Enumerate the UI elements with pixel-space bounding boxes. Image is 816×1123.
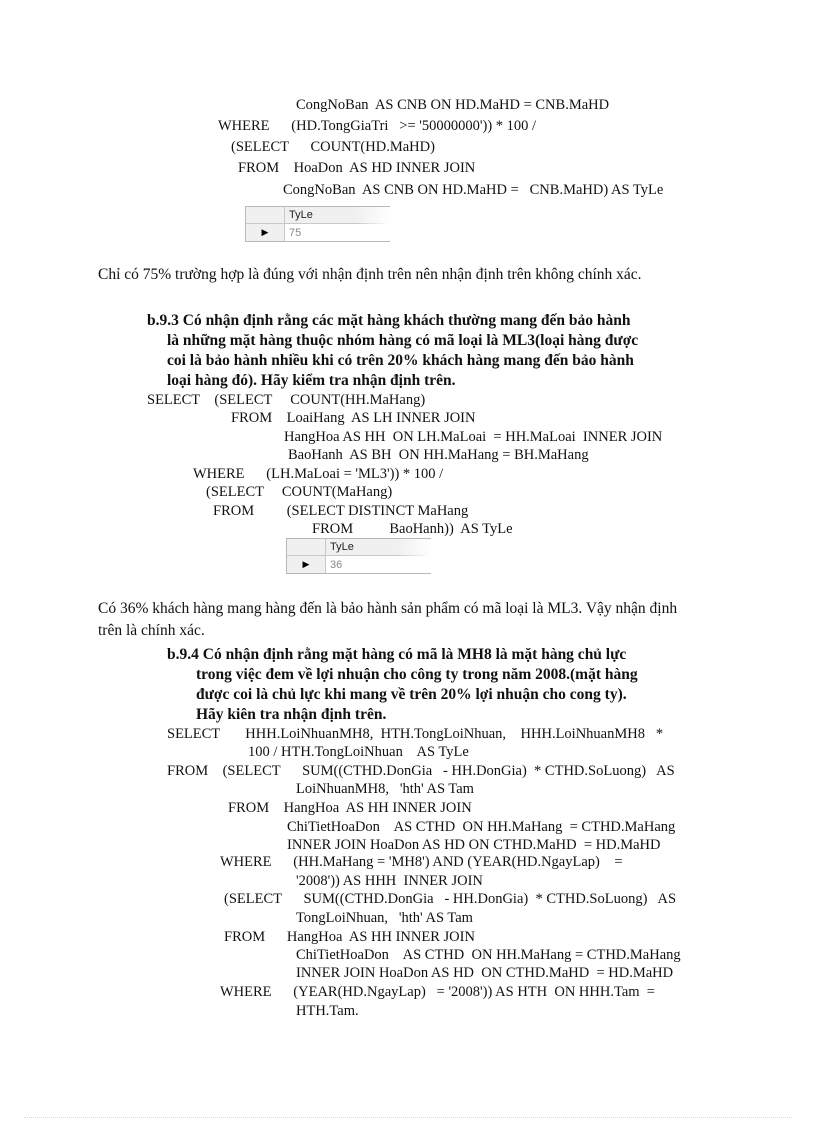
heading-b93-line-3: coi là bảo hành nhiều khi có trên 20% khách hàng mang đến bảo hành (167, 352, 634, 369)
sql3-line-10: (SELECT SUM((CTHD.DonGia - HH.DonGia) * CTHD.SoLuong) AS (224, 891, 677, 907)
column-header: TyLe (326, 539, 430, 556)
sql2-line-3: HangHoa AS HH ON LH.MaLoai = HH.MaLoai INNER JOIN (284, 429, 663, 445)
sql2-line-6: (SELECT COUNT(MaHang) (206, 484, 393, 500)
sql3-line-1: SELECT HHH.LoiNhuanMH8, HTH.TongLoiNhuan, HHH.LoiNhuanMH8 * (167, 726, 664, 742)
sql3-line-4: LoiNhuanMH8, 'hth' AS Tam (296, 781, 474, 797)
row-pointer-icon: ▶ (287, 556, 326, 573)
heading-b94-line-2: trong việc đem về lợi nhuận cho công ty trong năm 2008.(mặt hàng (196, 666, 638, 683)
sql2-line-8: FROM BaoHanh)) AS TyLe (312, 521, 513, 537)
heading-b93-line-4: loại hàng đó). Hãy kiểm tra nhận định trên. (167, 372, 456, 389)
sql1-line-4: FROM HoaDon AS HD INNER JOIN (238, 160, 476, 176)
sql3-line-2: 100 / HTH.TongLoiNhuan AS TyLe (248, 744, 469, 760)
sql3-line-3: FROM (SELECT SUM((CTHD.DonGia - HH.DonGia) * CTHD.SoLuong) AS (167, 763, 675, 779)
heading-b94-line-3: được coi là chủ lực khi mang về trên 20% lợi nhuận cho cong ty). (196, 686, 627, 703)
result-value: 36 (330, 558, 343, 571)
result-grid-2 (286, 538, 431, 574)
heading-b94-line-4: Hãy kiên tra nhận định trên. (196, 706, 387, 723)
sql1-line-5: CongNoBan AS CNB ON HD.MaHD = CNB.MaHD) AS TyLe (283, 182, 664, 198)
sql3-line-6: ChiTietHoaDon AS CTHD ON HH.MaHang = CTHD.MaHang (287, 819, 676, 835)
sql2-line-1: SELECT (SELECT COUNT(HH.MaHang) (147, 392, 426, 408)
sql2-line-2: FROM LoaiHang AS LH INNER JOIN (231, 410, 476, 426)
sql3-line-15: WHERE (YEAR(HD.NgayLap) = '2008')) AS HTH ON HHH.Tam = (220, 984, 655, 1000)
heading-b93-line-1: b.9.3 Có nhận định rằng các mặt hàng khách thường mang đến bảo hành (147, 312, 631, 329)
paragraph-conclusion-1: Chỉ có 75% trường hợp là đúng với nhận định trên nên nhận định trên không chính xác. (98, 266, 642, 283)
sql1-line-2: WHERE (HD.TongGiaTri >= '50000000')) * 100 / (218, 118, 537, 134)
sql3-line-5: FROM HangHoa AS HH INNER JOIN (228, 800, 472, 816)
heading-b94-line-1: b.9.4 Có nhận định rằng mặt hàng có mã là MH8 là mặt hàng chủ lực (167, 646, 627, 663)
sql3-line-7: INNER JOIN HoaDon AS HD ON CTHD.MaHD = HD.MaHD (287, 837, 661, 853)
column-header: TyLe (285, 207, 389, 224)
result-value: 75 (289, 226, 302, 239)
result-grid-1 (245, 206, 390, 242)
heading-b93-line-2: là những mặt hàng thuộc nhóm hàng có mã loại là ML3(loại hàng được (167, 332, 639, 349)
sql2-line-4: BaoHanh AS BH ON HH.MaHang = BH.MaHang (288, 447, 589, 463)
sql3-line-13: ChiTietHoaDon AS CTHD ON HH.MaHang = CTHD.MaHang (296, 947, 681, 963)
sql2-line-7: FROM (SELECT DISTINCT MaHang (213, 503, 469, 519)
sql3-line-12: FROM HangHoa AS HH INNER JOIN (224, 929, 475, 945)
sql1-line-3: (SELECT COUNT(HD.MaHD) (231, 139, 435, 155)
page-bottom-divider (24, 1117, 792, 1118)
sql3-line-14: INNER JOIN HoaDon AS HD ON CTHD.MaHD = HD.MaHD (296, 965, 674, 981)
sql3-line-9: '2008')) AS HHH INNER JOIN (296, 873, 483, 889)
sql3-line-8: WHERE (HH.MaHang = 'MH8') AND (YEAR(HD.NgayLap) = (220, 854, 623, 870)
sql2-line-5: WHERE (LH.MaLoai = 'ML3')) * 100 / (193, 466, 444, 482)
sql3-line-16: HTH.Tam. (296, 1003, 359, 1019)
paragraph-conclusion-2: Có 36% khách hàng mang hàng đến là bảo hành sản phẩm có mã loại là ML3. Vậy nhận định trên là chính xác. (98, 600, 678, 639)
sql3-line-11: TongLoiNhuan, 'hth' AS Tam (296, 910, 473, 926)
sql1-line-1: CongNoBan AS CNB ON HD.MaHD = CNB.MaHD (296, 97, 610, 113)
row-pointer-icon: ▶ (246, 224, 285, 241)
